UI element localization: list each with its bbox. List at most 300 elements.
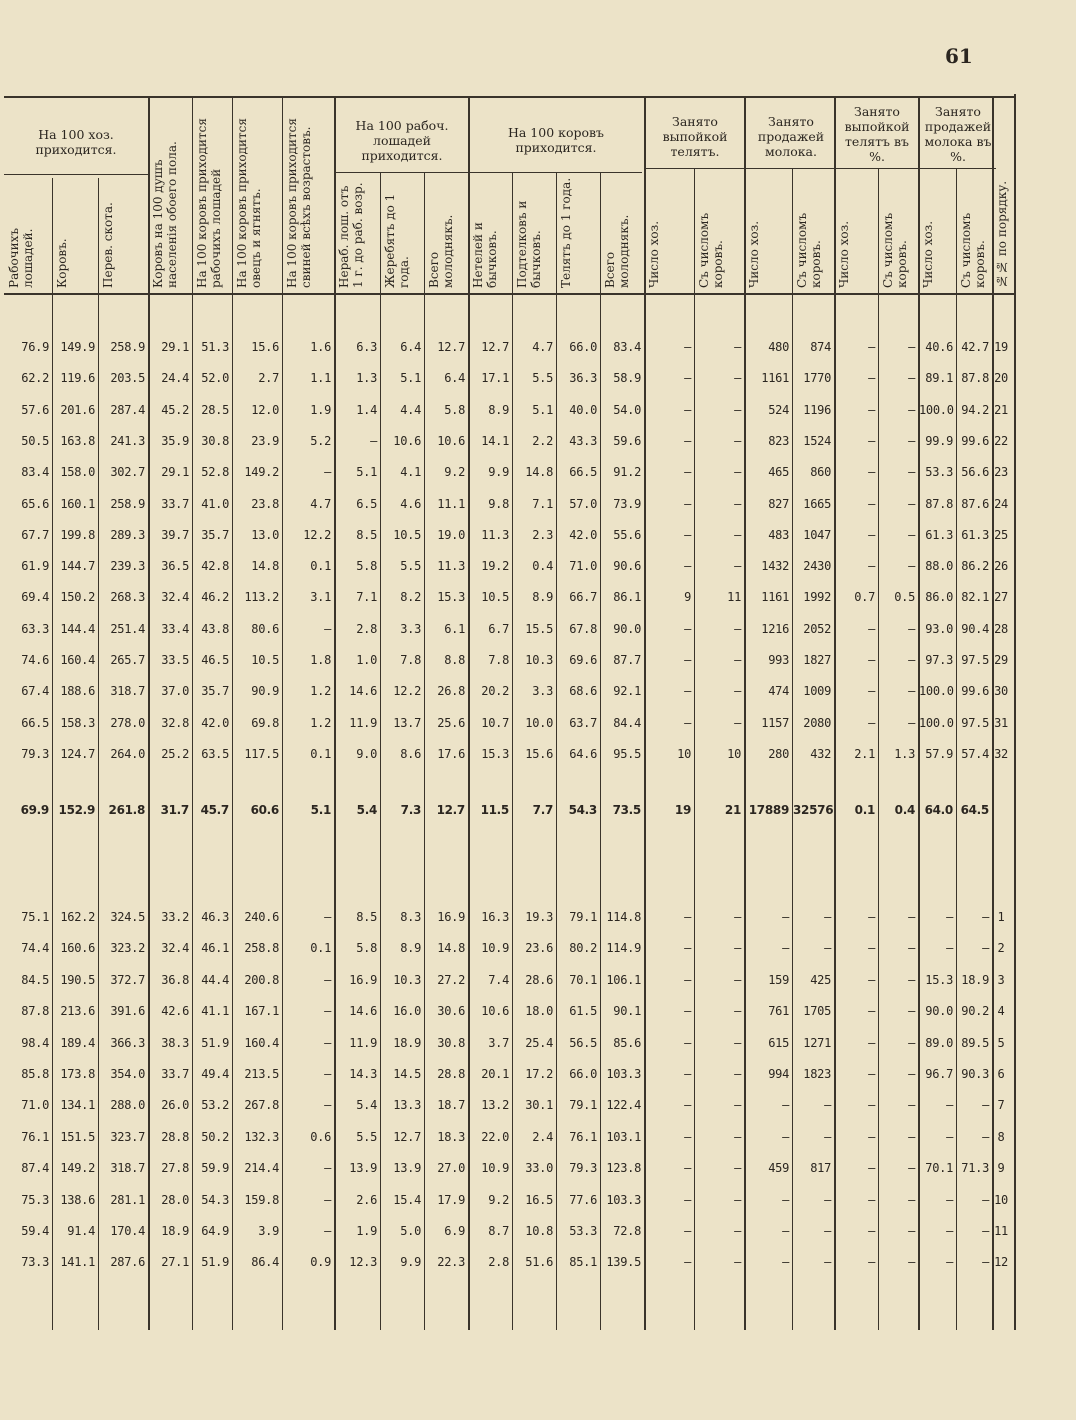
table-cell: 74.4 — [21, 941, 49, 956]
table-cell: 57.9 — [925, 746, 953, 761]
table-cell: 75.1 — [21, 910, 49, 924]
table-cell: 2.8 — [488, 1255, 509, 1270]
row-number-cell: 32 — [994, 746, 1008, 761]
table-cell: 5.2 — [310, 433, 331, 448]
table-cell: 16.9 — [349, 972, 377, 987]
table-cell: 23.9 — [251, 433, 279, 448]
table-cell: 89.1 — [925, 371, 953, 386]
group-header-milk-selling: Занято продажей молока. — [757, 113, 825, 159]
table-cell: — — [946, 941, 953, 956]
table-cell: 91.4 — [67, 1224, 95, 1238]
table-cell: — — [324, 1098, 331, 1113]
table-cell: 149.9 — [60, 340, 95, 354]
table-cell: 12.2 — [393, 684, 421, 699]
table-cell: — — [868, 1035, 875, 1050]
table-cell: — — [782, 1224, 789, 1238]
group-header-milk-selling-percent: Занято продажей молока въ %. — [924, 104, 992, 164]
table-cell: 372.7 — [110, 972, 145, 987]
table-cell: 35.7 — [201, 684, 229, 699]
table-cell: — — [868, 1255, 875, 1270]
table-cell: 16.3 — [481, 910, 509, 924]
table-cell: 1.2 — [310, 684, 331, 699]
table-cell: — — [734, 653, 741, 667]
table-cell: 22.3 — [437, 1255, 465, 1270]
table-cell: — — [868, 1161, 875, 1176]
table-cell: 268.3 — [110, 590, 145, 605]
row-number-cell: 3 — [997, 972, 1005, 987]
table-cell: 11.3 — [481, 527, 509, 542]
table-cell: 5.1 — [356, 465, 377, 480]
table-cell: 10.6 — [437, 433, 465, 448]
table-cell: 7.1 — [356, 590, 377, 605]
table-cell: 33.7 — [161, 496, 189, 511]
table-cell: 33.0 — [525, 1161, 553, 1176]
table-cell: 14.5 — [393, 1067, 421, 1081]
table-cell: 7.8 — [488, 653, 509, 667]
table-cell: 13.9 — [349, 1161, 377, 1176]
table-cell: 87.4 — [21, 1161, 49, 1176]
table-cell: 73.3 — [21, 1255, 49, 1270]
table-cell: 251.4 — [110, 621, 145, 636]
table-cell: 35.7 — [201, 527, 229, 542]
table-cell: — — [946, 910, 953, 924]
table-cell: 74.6 — [21, 653, 49, 667]
table-cell: 13.7 — [393, 715, 421, 730]
table-cell: 149.2 — [244, 465, 279, 480]
table-cell: 281.1 — [110, 1192, 145, 1207]
table-cell: — — [908, 433, 915, 448]
table-cell: 54.3 — [568, 803, 597, 817]
table-cell: 8.3 — [400, 910, 421, 924]
table-cell: 43.3 — [569, 433, 597, 448]
table-cell: 91.2 — [613, 465, 641, 480]
table-cell: 264.0 — [110, 746, 145, 761]
table-cell: 24.4 — [161, 371, 189, 386]
table-cell: 42.0 — [201, 715, 229, 730]
table-cell: 28.5 — [201, 402, 229, 417]
row-number-cell: 9 — [997, 1161, 1005, 1176]
table-cell: 44.4 — [201, 972, 229, 987]
table-cell: 860 — [810, 465, 831, 480]
table-cell: — — [868, 402, 875, 417]
table-cell: 15.3 — [925, 972, 953, 987]
table-cell: 615 — [768, 1035, 789, 1050]
table-cell: 163.8 — [60, 433, 95, 448]
table-cell: — — [324, 1161, 331, 1176]
table-cell: 84.4 — [613, 715, 641, 730]
table-cell: 134.1 — [60, 1098, 95, 1113]
table-cell: 69.9 — [20, 803, 49, 817]
table-cell: 23.6 — [525, 941, 553, 956]
table-cell: 5.8 — [356, 941, 377, 956]
table-cell: 25.6 — [437, 715, 465, 730]
table-cell: 82.1 — [961, 590, 989, 605]
table-cell: — — [684, 1035, 691, 1050]
table-cell: 84.5 — [21, 972, 49, 987]
table-cell: 8.5 — [356, 910, 377, 924]
table-cell: — — [684, 1129, 691, 1144]
table-cell: 162.2 — [60, 910, 95, 924]
table-cell: 13.2 — [481, 1098, 509, 1113]
table-cell: — — [868, 1224, 875, 1238]
table-cell: 994 — [768, 1067, 789, 1081]
table-cell: 64.0 — [924, 803, 953, 817]
table-cell: 69.8 — [251, 715, 279, 730]
table-cell: — — [734, 1067, 741, 1081]
table-cell: 4.1 — [400, 465, 421, 480]
table-cell: 14.8 — [525, 465, 553, 480]
column-header-7: На 100 коровъ приходится свиней всѣхъ возрастовъ. — [285, 118, 313, 288]
table-cell: — — [908, 684, 915, 699]
table-cell: 2.4 — [532, 1129, 553, 1144]
table-cell: — — [684, 527, 691, 542]
table-cell: — — [868, 371, 875, 386]
column-header-12: Подтелковъ и бычковъ. — [515, 200, 543, 288]
table-cell: 265.7 — [110, 653, 145, 667]
table-cell: — — [982, 941, 989, 956]
table-cell: 0.4 — [894, 803, 915, 817]
table-cell: 19.0 — [437, 527, 465, 542]
table-cell: 141.1 — [60, 1255, 95, 1270]
table-cell: — — [324, 1067, 331, 1081]
table-cell: — — [782, 910, 789, 924]
row-number-cell: 10 — [994, 1192, 1008, 1207]
table-cell: 240.6 — [244, 910, 279, 924]
table-cell: 94.2 — [961, 402, 989, 417]
table-cell: 14.6 — [349, 684, 377, 699]
table-cell: 151.5 — [60, 1129, 95, 1144]
table-cell: 46.2 — [201, 590, 229, 605]
table-cell: 56.6 — [961, 465, 989, 480]
table-cell: — — [982, 910, 989, 924]
table-cell: — — [868, 972, 875, 987]
table-cell: 391.6 — [110, 1004, 145, 1019]
table-cell: 10.5 — [251, 653, 279, 667]
table-cell: 258.8 — [244, 941, 279, 956]
table-cell: 18.7 — [437, 1098, 465, 1113]
table-cell: 29.1 — [161, 340, 189, 354]
table-cell: — — [908, 941, 915, 956]
table-cell: 79.3 — [569, 1161, 597, 1176]
table-cell: 71.0 — [21, 1098, 49, 1113]
table-cell: — — [908, 371, 915, 386]
table-cell: 9.9 — [488, 465, 509, 480]
table-cell: 30.8 — [437, 1035, 465, 1050]
table-cell: 42.7 — [961, 340, 989, 354]
table-cell: — — [908, 1067, 915, 1081]
table-cell: — — [324, 1224, 331, 1238]
table-cell: 59.6 — [613, 433, 641, 448]
table-cell: 480 — [768, 340, 789, 354]
table-cell: 5.0 — [400, 1224, 421, 1238]
table-cell: 32576 — [793, 803, 834, 817]
table-cell: 32.4 — [161, 941, 189, 956]
table-cell: 0.1 — [310, 746, 331, 761]
table-cell: — — [908, 559, 915, 574]
table-cell: 0.4 — [532, 559, 553, 574]
table-cell: — — [324, 1035, 331, 1050]
table-cell: 817 — [810, 1161, 831, 1176]
table-cell: 99.6 — [961, 433, 989, 448]
table-cell: — — [324, 910, 331, 924]
table-cell: 132.3 — [244, 1129, 279, 1144]
table-cell: 1432 — [761, 559, 789, 574]
table-cell: 258.9 — [110, 496, 145, 511]
table-cell: 58.9 — [613, 371, 641, 386]
table-cell: — — [324, 465, 331, 480]
table-cell: 100.0 — [919, 715, 954, 730]
table-cell: — — [684, 715, 691, 730]
column-header-11: Нетелей и бычковъ. — [471, 222, 499, 288]
table-cell: 86.4 — [251, 1255, 279, 1270]
table-cell: — — [370, 433, 377, 448]
column-header-18: Съ числомъ коровъ. — [795, 212, 823, 288]
table-cell: 20.1 — [481, 1067, 509, 1081]
table-cell: 5.5 — [532, 371, 553, 386]
table-cell: 15.6 — [251, 340, 279, 354]
table-cell: — — [734, 910, 741, 924]
table-cell: 7.4 — [488, 972, 509, 987]
table-cell: 13.3 — [393, 1098, 421, 1113]
table-cell: 96.7 — [925, 1067, 953, 1081]
table-cell: 2.3 — [532, 527, 553, 542]
table-cell: 323.2 — [110, 941, 145, 956]
table-cell: 50.2 — [201, 1129, 229, 1144]
table-cell: 324.5 — [110, 910, 145, 924]
column-header-17: Число хоз. — [747, 220, 761, 288]
table-cell: 52.8 — [201, 465, 229, 480]
table-cell: 86.0 — [925, 590, 953, 605]
table-cell: 37.0 — [161, 684, 189, 699]
table-cell: 1992 — [803, 590, 831, 605]
row-number-cell: 23 — [994, 465, 1008, 480]
table-cell: 1827 — [803, 653, 831, 667]
table-cell: 8.8 — [444, 653, 465, 667]
table-cell: 29.1 — [161, 465, 189, 480]
table-cell: — — [684, 621, 691, 636]
table-cell: — — [684, 1004, 691, 1019]
table-cell: — — [684, 1161, 691, 1176]
table-cell: 173.8 — [60, 1067, 95, 1081]
table-cell: 13.9 — [393, 1161, 421, 1176]
table-cell: 1161 — [761, 371, 789, 386]
table-cell: 0.1 — [854, 803, 875, 817]
table-cell: 119.6 — [60, 371, 95, 386]
table-cell: — — [868, 653, 875, 667]
table-cell: 289.3 — [110, 527, 145, 542]
row-number-cell: 12 — [994, 1255, 1008, 1270]
table-cell: 10.8 — [525, 1224, 553, 1238]
table-cell: 10.6 — [393, 433, 421, 448]
table-cell: 76.1 — [569, 1129, 597, 1144]
table-cell: 6.1 — [444, 621, 465, 636]
table-cell: 203.5 — [110, 371, 145, 386]
group-header-households: На 100 хоз. приходится. — [35, 127, 117, 157]
table-cell: 474 — [768, 684, 789, 699]
table-cell: 2052 — [803, 621, 831, 636]
table-cell: 114.9 — [606, 941, 641, 956]
table-cell: 42.8 — [201, 559, 229, 574]
table-cell: 318.7 — [110, 1161, 145, 1176]
table-cell: 5.4 — [356, 1098, 377, 1113]
table-cell: 40.6 — [925, 340, 953, 354]
table-cell: 6.4 — [444, 371, 465, 386]
row-number-cell: 8 — [997, 1129, 1005, 1144]
table-cell: — — [782, 1098, 789, 1113]
table-cell: 459 — [768, 1161, 789, 1176]
table-cell: 57.0 — [569, 496, 597, 511]
table-cell: — — [868, 1004, 875, 1019]
table-cell: 65.6 — [21, 496, 49, 511]
table-cell: 2.1 — [854, 746, 875, 761]
table-cell: 4.7 — [310, 496, 331, 511]
table-cell: — — [684, 1192, 691, 1207]
table-cell: — — [782, 1192, 789, 1207]
table-cell: 189.4 — [60, 1035, 95, 1050]
table-cell: 10.5 — [393, 527, 421, 542]
table-cell: 158.3 — [60, 715, 95, 730]
table-cell: 1705 — [803, 1004, 831, 1019]
table-cell: — — [734, 559, 741, 574]
table-cell: 50.5 — [21, 433, 49, 448]
table-cell: 90.0 — [613, 621, 641, 636]
table-cell: 3.7 — [488, 1035, 509, 1050]
table-cell: — — [868, 559, 875, 574]
column-header-22: Съ числомъ коровъ. — [959, 212, 987, 288]
table-cell: 18.0 — [525, 1004, 553, 1019]
row-number-cell: 19 — [994, 340, 1008, 354]
table-cell: 280 — [768, 746, 789, 761]
table-cell: 83.4 — [613, 340, 641, 354]
table-cell: — — [908, 402, 915, 417]
table-cell: — — [946, 1098, 953, 1113]
table-cell: 1.2 — [310, 715, 331, 730]
table-cell: 2.2 — [532, 433, 553, 448]
table-cell: 16.5 — [525, 1192, 553, 1207]
page-number: 61 — [945, 44, 973, 68]
column-header-14: Всего молоднякъ. — [603, 214, 631, 288]
column-header-21: Число хоз. — [921, 220, 935, 288]
table-cell: 16.9 — [437, 910, 465, 924]
table-cell: 36.8 — [161, 972, 189, 987]
table-cell: — — [908, 1098, 915, 1113]
table-cell: 10.9 — [481, 941, 509, 956]
table-cell: 77.6 — [569, 1192, 597, 1207]
table-cell: — — [734, 1098, 741, 1113]
table-cell: — — [868, 465, 875, 480]
table-cell: 59.9 — [201, 1161, 229, 1176]
table-cell: 30.1 — [525, 1098, 553, 1113]
table-cell: 1.0 — [356, 653, 377, 667]
table-cell: — — [946, 1224, 953, 1238]
group-header-per-100-cows: На 100 коровъ приходится. — [507, 125, 604, 155]
table-cell: 15.5 — [525, 621, 553, 636]
table-cell: 64.6 — [569, 746, 597, 761]
table-cell: 61.3 — [925, 527, 953, 542]
table-cell: 213.6 — [60, 1004, 95, 1019]
table-cell: 138.6 — [60, 1192, 95, 1207]
table-cell: 0.7 — [854, 590, 875, 605]
table-cell: 8.5 — [356, 527, 377, 542]
table-cell: 258.9 — [110, 340, 145, 354]
table-cell: 200.8 — [244, 972, 279, 987]
table-cell: 114.8 — [606, 910, 641, 924]
table-cell: 25.2 — [161, 746, 189, 761]
table-cell: 100.0 — [919, 402, 954, 417]
table-cell: 69.4 — [21, 590, 49, 605]
table-cell: — — [734, 1161, 741, 1176]
table-cell: 160.1 — [60, 496, 95, 511]
column-header-15: Число хоз. — [647, 220, 661, 288]
table-cell: 13.0 — [251, 527, 279, 542]
table-cell: 10.3 — [525, 653, 553, 667]
table-cell: 64.5 — [960, 803, 989, 817]
table-cell: 99.9 — [925, 433, 953, 448]
table-cell: 57.4 — [961, 746, 989, 761]
row-number-cell: 11 — [994, 1224, 1008, 1238]
table-cell: 167.1 — [244, 1004, 279, 1019]
table-cell: — — [868, 1067, 875, 1081]
table-cell: — — [868, 496, 875, 511]
table-cell: 199.8 — [60, 527, 95, 542]
table-cell: 2430 — [803, 559, 831, 574]
table-cell: — — [868, 340, 875, 354]
table-cell: 90.9 — [251, 684, 279, 699]
table-cell: — — [868, 715, 875, 730]
table-cell: 18.9 — [961, 972, 989, 987]
table-cell: 32.8 — [161, 715, 189, 730]
table-cell: 51.6 — [525, 1255, 553, 1270]
column-header-16: Съ числомъ коровъ. — [697, 212, 725, 288]
table-cell: 88.0 — [925, 559, 953, 574]
table-cell: 33.2 — [161, 910, 189, 924]
column-header-5: На 100 коровъ приходится рабочихъ лошадей — [195, 118, 223, 288]
table-cell: 12.7 — [481, 340, 509, 354]
table-cell: 10.7 — [481, 715, 509, 730]
table-cell: 17.9 — [437, 1192, 465, 1207]
table-cell: 1047 — [803, 527, 831, 542]
table-cell: 15.3 — [437, 590, 465, 605]
table-cell: 287.4 — [110, 402, 145, 417]
table-cell: 61.9 — [21, 559, 49, 574]
table-cell: 12.3 — [349, 1255, 377, 1270]
table-cell: 188.6 — [60, 684, 95, 699]
table-cell: — — [868, 910, 875, 924]
table-cell: 5.1 — [400, 371, 421, 386]
table-cell: 8.7 — [488, 1224, 509, 1238]
table-cell: 66.5 — [569, 465, 597, 480]
table-cell: 2.7 — [258, 371, 279, 386]
table-cell: 8.9 — [400, 941, 421, 956]
table-cell: 26.8 — [437, 684, 465, 699]
table-cell: 7.3 — [400, 803, 421, 817]
table-cell: — — [734, 1192, 741, 1207]
table-cell: 93.0 — [925, 621, 953, 636]
table-cell: — — [734, 1004, 741, 1019]
table-cell: — — [868, 941, 875, 956]
table-cell: 33.4 — [161, 621, 189, 636]
table-cell: 30.8 — [201, 433, 229, 448]
table-cell: — — [868, 684, 875, 699]
table-cell: — — [868, 1192, 875, 1207]
table-cell: 0.9 — [310, 1255, 331, 1270]
table-cell: 11.3 — [437, 559, 465, 574]
table-cell: 12.7 — [393, 1129, 421, 1144]
table-cell: — — [734, 371, 741, 386]
table-cell: 17.6 — [437, 746, 465, 761]
table-cell: 3.3 — [532, 684, 553, 699]
table-cell: 139.5 — [606, 1255, 641, 1270]
